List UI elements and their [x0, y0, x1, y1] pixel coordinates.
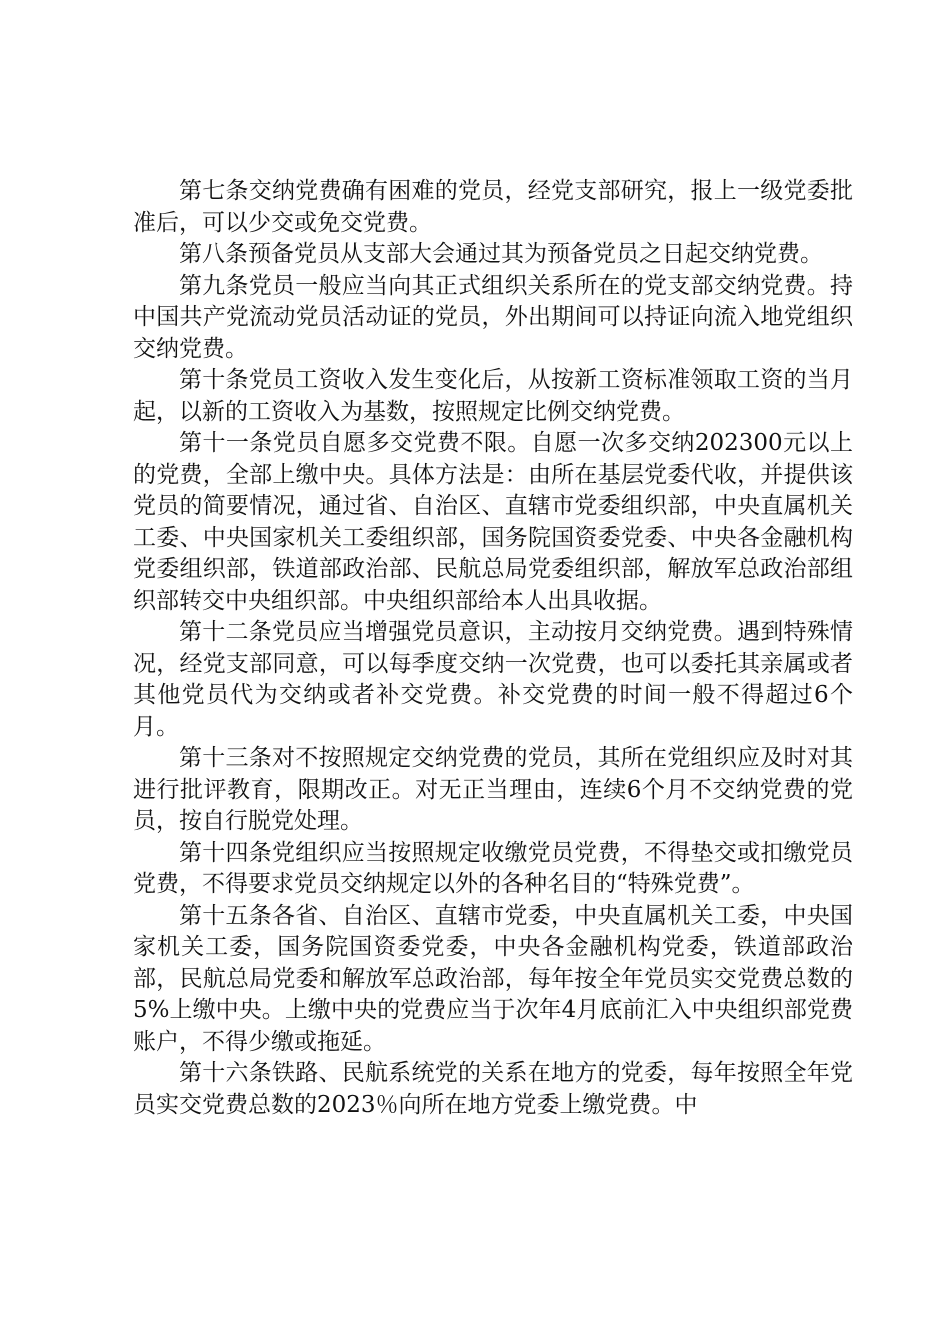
article-8-paragraph: 第八条预备党员从支部大会通过其为预备党员之日起交纳党费。	[179, 241, 823, 267]
article-9-paragraph: 第九条党员一般应当向其正式组织关系所在的党支部交纳党费。持中国共产党流动党员活动证的党员，外出期间可以持证向流入地党组织交纳党费。	[133, 272, 853, 362]
document-body	[133, 176, 853, 1121]
article-10-paragraph: 第十条党员工资收入发生变化后，从按新工资标准领取工资的当月起，以新的工资收入为基数，按照规定比例交纳党费。	[133, 367, 853, 425]
article-12-paragraph: 第十二条党员应当增强党员意识，主动按月交纳党费。遇到特殊情况，经党支部同意，可以每季度交纳一次党费，也可以委托其亲属或者其他党员代为交纳或者补交党费。补交党费的时间一般不得超过6个月。	[133, 619, 853, 740]
article-13-paragraph: 第十三条对不按照规定交纳党费的党员，其所在党组织应及时对其进行批评教育，限期改正。对无正当理由，连续6个月不交纳党费的党员，按自行脱党处理。	[133, 745, 853, 834]
article-14-paragraph: 第十四条党组织应当按照规定收缴党员党费，不得垫交或扣缴党员党费，不得要求党员交纳规定以外的各种名目的“特殊党费”。	[133, 839, 853, 897]
article-7-paragraph: 第七条交纳党费确有困难的党员，经党支部研究，报上一级党委批准后，可以少交或免交党费。	[133, 178, 853, 236]
article-15-paragraph: 第十五条各省、自治区、直辖市党委，中央直属机关工委，中央国家机关工委，国务院国资委党委，中央各金融机构党委，铁道部政治部，民航总局党委和解放军总政治部，每年按全年党员实交党费总数的5%上缴中央。上缴中央的党费应当于次年4月底前汇入中央组织部党费账户，不得少缴或拖延。	[133, 902, 853, 1055]
article-11-paragraph: 第十一条党员自愿多交党费不限。自愿一次多交纳202300元以上的党费，全部上缴中央。具体方法是：由所在基层党委代收，并提供该党员的简要情况，通过省、自治区、直辖市党委组织部，中央直属机关工委、中央国家机关工委组织部，国务院国资委党委、中央各金融机构党委组织部，铁道部政治部、民航总局党委组织部，解放军总政治部组织部转交中央组织部。中央组织部给本人出具收据。	[133, 430, 853, 614]
article-16-paragraph: 第十六条铁路、民航系统党的关系在地方的党委，每年按照全年党员实交党费总数的2023％向所在地方党委上缴党费。中	[133, 1060, 853, 1118]
